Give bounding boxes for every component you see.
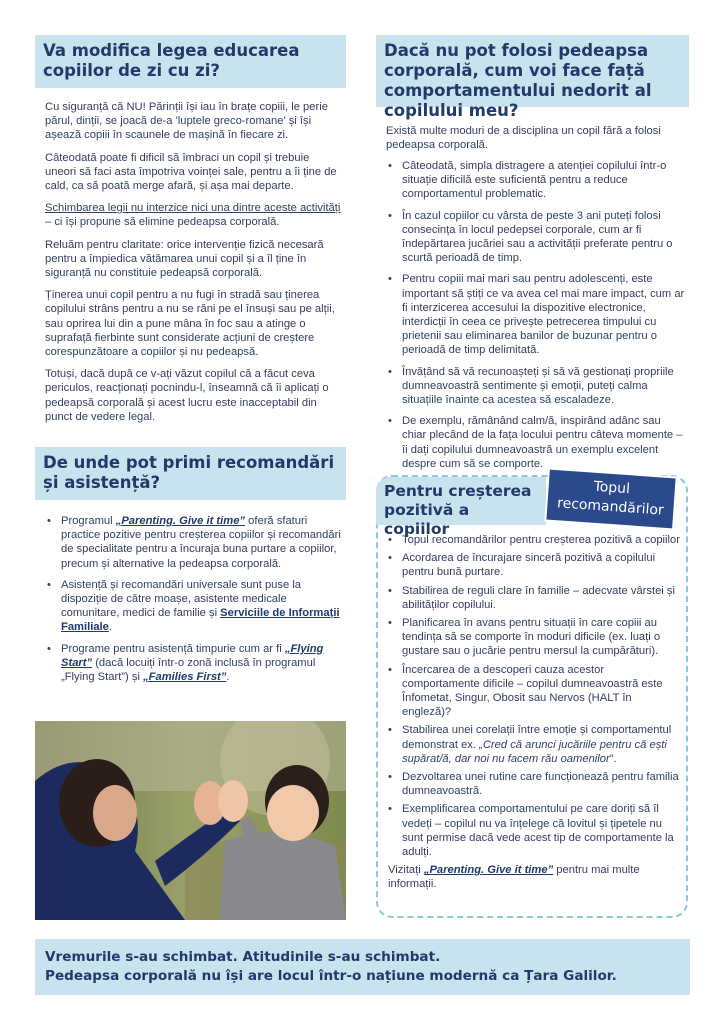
emotion-quote: „Cred că arunci jucăriile pentru că ești supărat/ă, dar noi nu facem rău oamenilor <box>402 738 667 765</box>
list-item: • Topul recomandărilor pentru creșterea pozitivă a copiilor <box>386 533 682 547</box>
list-item: • Pentru copiii mai mari sau pentru adolescenți, este important să știți ce va avea cel mai mare impact, cum ar fi interzicerea accesului la dispozitive electronice, interdicții în ceea ce privește petrecerea timpului cu prietenii sau eliminarea banilor de buzunar pentru o perioadă de timp delimitată. <box>386 272 686 357</box>
top-tips-tag: Topul recomandărilor <box>546 470 675 529</box>
mother-child-photo <box>35 721 346 920</box>
list-item: • De exemplu, rămânând calm/ă, inspirând adânc sau chiar plecând de la fața locului pentru câteva momente – îi dați copilului dumneavoastră un exemplu excelent despre cum să se comporte. <box>386 414 686 471</box>
parenting-link[interactable]: „Parenting. Give it time” <box>423 864 554 877</box>
list-item: • Acordarea de încurajare sinceră pozitivă a copilului pentru bună purtare. <box>386 551 682 579</box>
paragraph: Schimbarea legii nu interzice nici una dintre aceste activități – ci își propune să elimine pedeapsa corporală. <box>45 202 341 229</box>
families-first-link[interactable]: „Families First” <box>143 671 227 684</box>
list-item: • Exemplificarea comportamentului pe care doriți să îl vedeți – copilul nu va înțelege că lovitul și țipetele nu sunt permise dacă vede acest tip de comportamente la adulți. <box>386 802 682 859</box>
paragraph: Reluăm pentru claritate: orice intervenție fizică necesară pentru a împiedica vătămarea unui copil și a îl ține în siguranță nu constituie pedeapsă corporală. <box>45 238 324 280</box>
help-list <box>45 514 343 691</box>
family-info-link[interactable]: Serviciile de Informații Familiale <box>61 607 340 634</box>
heading-where-help: De unde pot primi recomandări și asistență? <box>35 447 346 500</box>
heading-law-change: Va modifica legea educarea copiilor de zi cu zi? <box>35 35 346 88</box>
paragraph: Cu siguranță că NU! Părinții își iau în brațe copiii, le perie părul, dinții, se joacă de-a 'luptele greco-romane' și își așează copiii în scaunele de mașină în fiecare zi. <box>45 101 328 142</box>
list-item: • Încercarea de a descoperi cauza acestor comportamente dificile – copilul dumneavoastră este Înfometat, Singur, Obosit sau Nervos (HALT în engleză)? <box>386 663 682 720</box>
paragraph: Câteodată poate fi dificil să îmbraci un copil și trebuie uneori să faci asta împotriva voinței sale, pentru a îi ține de cald, ca să poată merge afară, și așa mai departe. <box>45 151 337 193</box>
paragraph: Totuși, dacă după ce v-ați văzut copilul că a făcut ceva periculos, reacționați pocnindu-l, înseamnă că îi aplicați o pedeapsă corporală și acest lucru este inacceptabil din punct de vedere legal. <box>45 368 329 423</box>
list-item: • Câteodată, simpla distragere a atenției copilului într-o situație dificilă este suficientă pentru a reduce comportamentul problematic. <box>386 159 686 202</box>
footer-line: Vremurile s-au schimbat. Atitudinile s-au schimbat. <box>45 949 441 965</box>
list-item: • Dezvoltarea unei rutine care funcționează pentru familia dumneavoastră. <box>386 770 682 798</box>
list-item: • În cazul copiilor cu vârsta de peste 3 ani puteți folosi consecința în locul pedepsei corporale, cum ar fi îndepărtarea jucăriei sau a activității preferate pentru o scurtă perioadă de timp. <box>386 209 686 266</box>
list-item: • Programe pentru asistență timpurie cum ar fi „Flying Start” (dacă locuiți într-o zonă inclusă în programul „Flying Start”) și „Families First”. <box>45 642 343 685</box>
flying-start-link[interactable]: „Flying Start” <box>61 642 324 669</box>
list-item: • Stabilirea de reguli clare în familie – adecvate vârstei și abilităților copilului. <box>386 584 682 612</box>
list-item: • Stabilirea unei corelații între emoție și comportamentul demonstrat ex. „Cred că arunci jucăriile pentru că ești supărat/ă, dar noi nu facem rău oamenilor”. <box>386 723 682 766</box>
tips-list <box>386 533 682 892</box>
visit-line: Vizitați „Parenting. Give it time” pentru mai multe informații. <box>388 864 640 891</box>
footer-banner <box>35 939 690 995</box>
footer-line: Pedeapsa corporală nu își are locul într-o națiune modernă ca Țara Galilor. <box>45 968 617 984</box>
list-item: • Programul „Parenting. Give it time” oferă sfaturi practice pozitive pentru creșterea copiilor și recomandări de specialitate pentru a încuraja buna purtare a copiilor, precum și alternative la pedeapsa corporală. <box>45 514 343 571</box>
paragraph: Ținerea unui copil pentru a nu fugi în stradă sau ținerea copilului strâns pentru a nu se răni pe el însuși sau pe alții, sau oprirea lui din a pune mâna în foc sau a atinge o suprafață fierbinte sunt considerate acțiuni de creștere corespunzătoare a copiilor și nu pedeapsă. <box>45 289 335 359</box>
alternatives-list <box>386 159 686 478</box>
parenting-link[interactable]: „Parenting. Give it time” <box>115 515 246 527</box>
list-item: • Învățând să vă recunoașteți și să vă gestionați propriile dumneavoastră sentimente și emoții, puteți calma situațiile înainte ca acestea să escaladeze. <box>386 365 686 408</box>
list-item: • Planificarea în avans pentru situații în care copiii au tendința să se comporte în moduri dificile (ex. luați o gustare sau o jucărie pentru mersul la cumpărături). <box>386 616 682 659</box>
heading-alternatives: Dacă nu pot folosi pedeapsa corporală, cum voi face față comportamentului nedorit al copilului meu? <box>376 35 689 107</box>
tips-box-title: Pentru creșterea pozitivă a copiilor <box>376 477 546 525</box>
list-item: • Asistență și recomandări universale sunt puse la dispoziție de către moașe, asistente medicale comunitare, medici de familie și Serviciile de Informații Familiale. <box>45 578 343 635</box>
law-change-text <box>45 100 341 432</box>
alternatives-intro: Există multe moduri de a disciplina un copil fără a folosi pedeapsa corporală. <box>386 125 661 152</box>
underlined-text: Schimbarea legii nu interzice nici una dintre aceste activități <box>45 202 341 215</box>
